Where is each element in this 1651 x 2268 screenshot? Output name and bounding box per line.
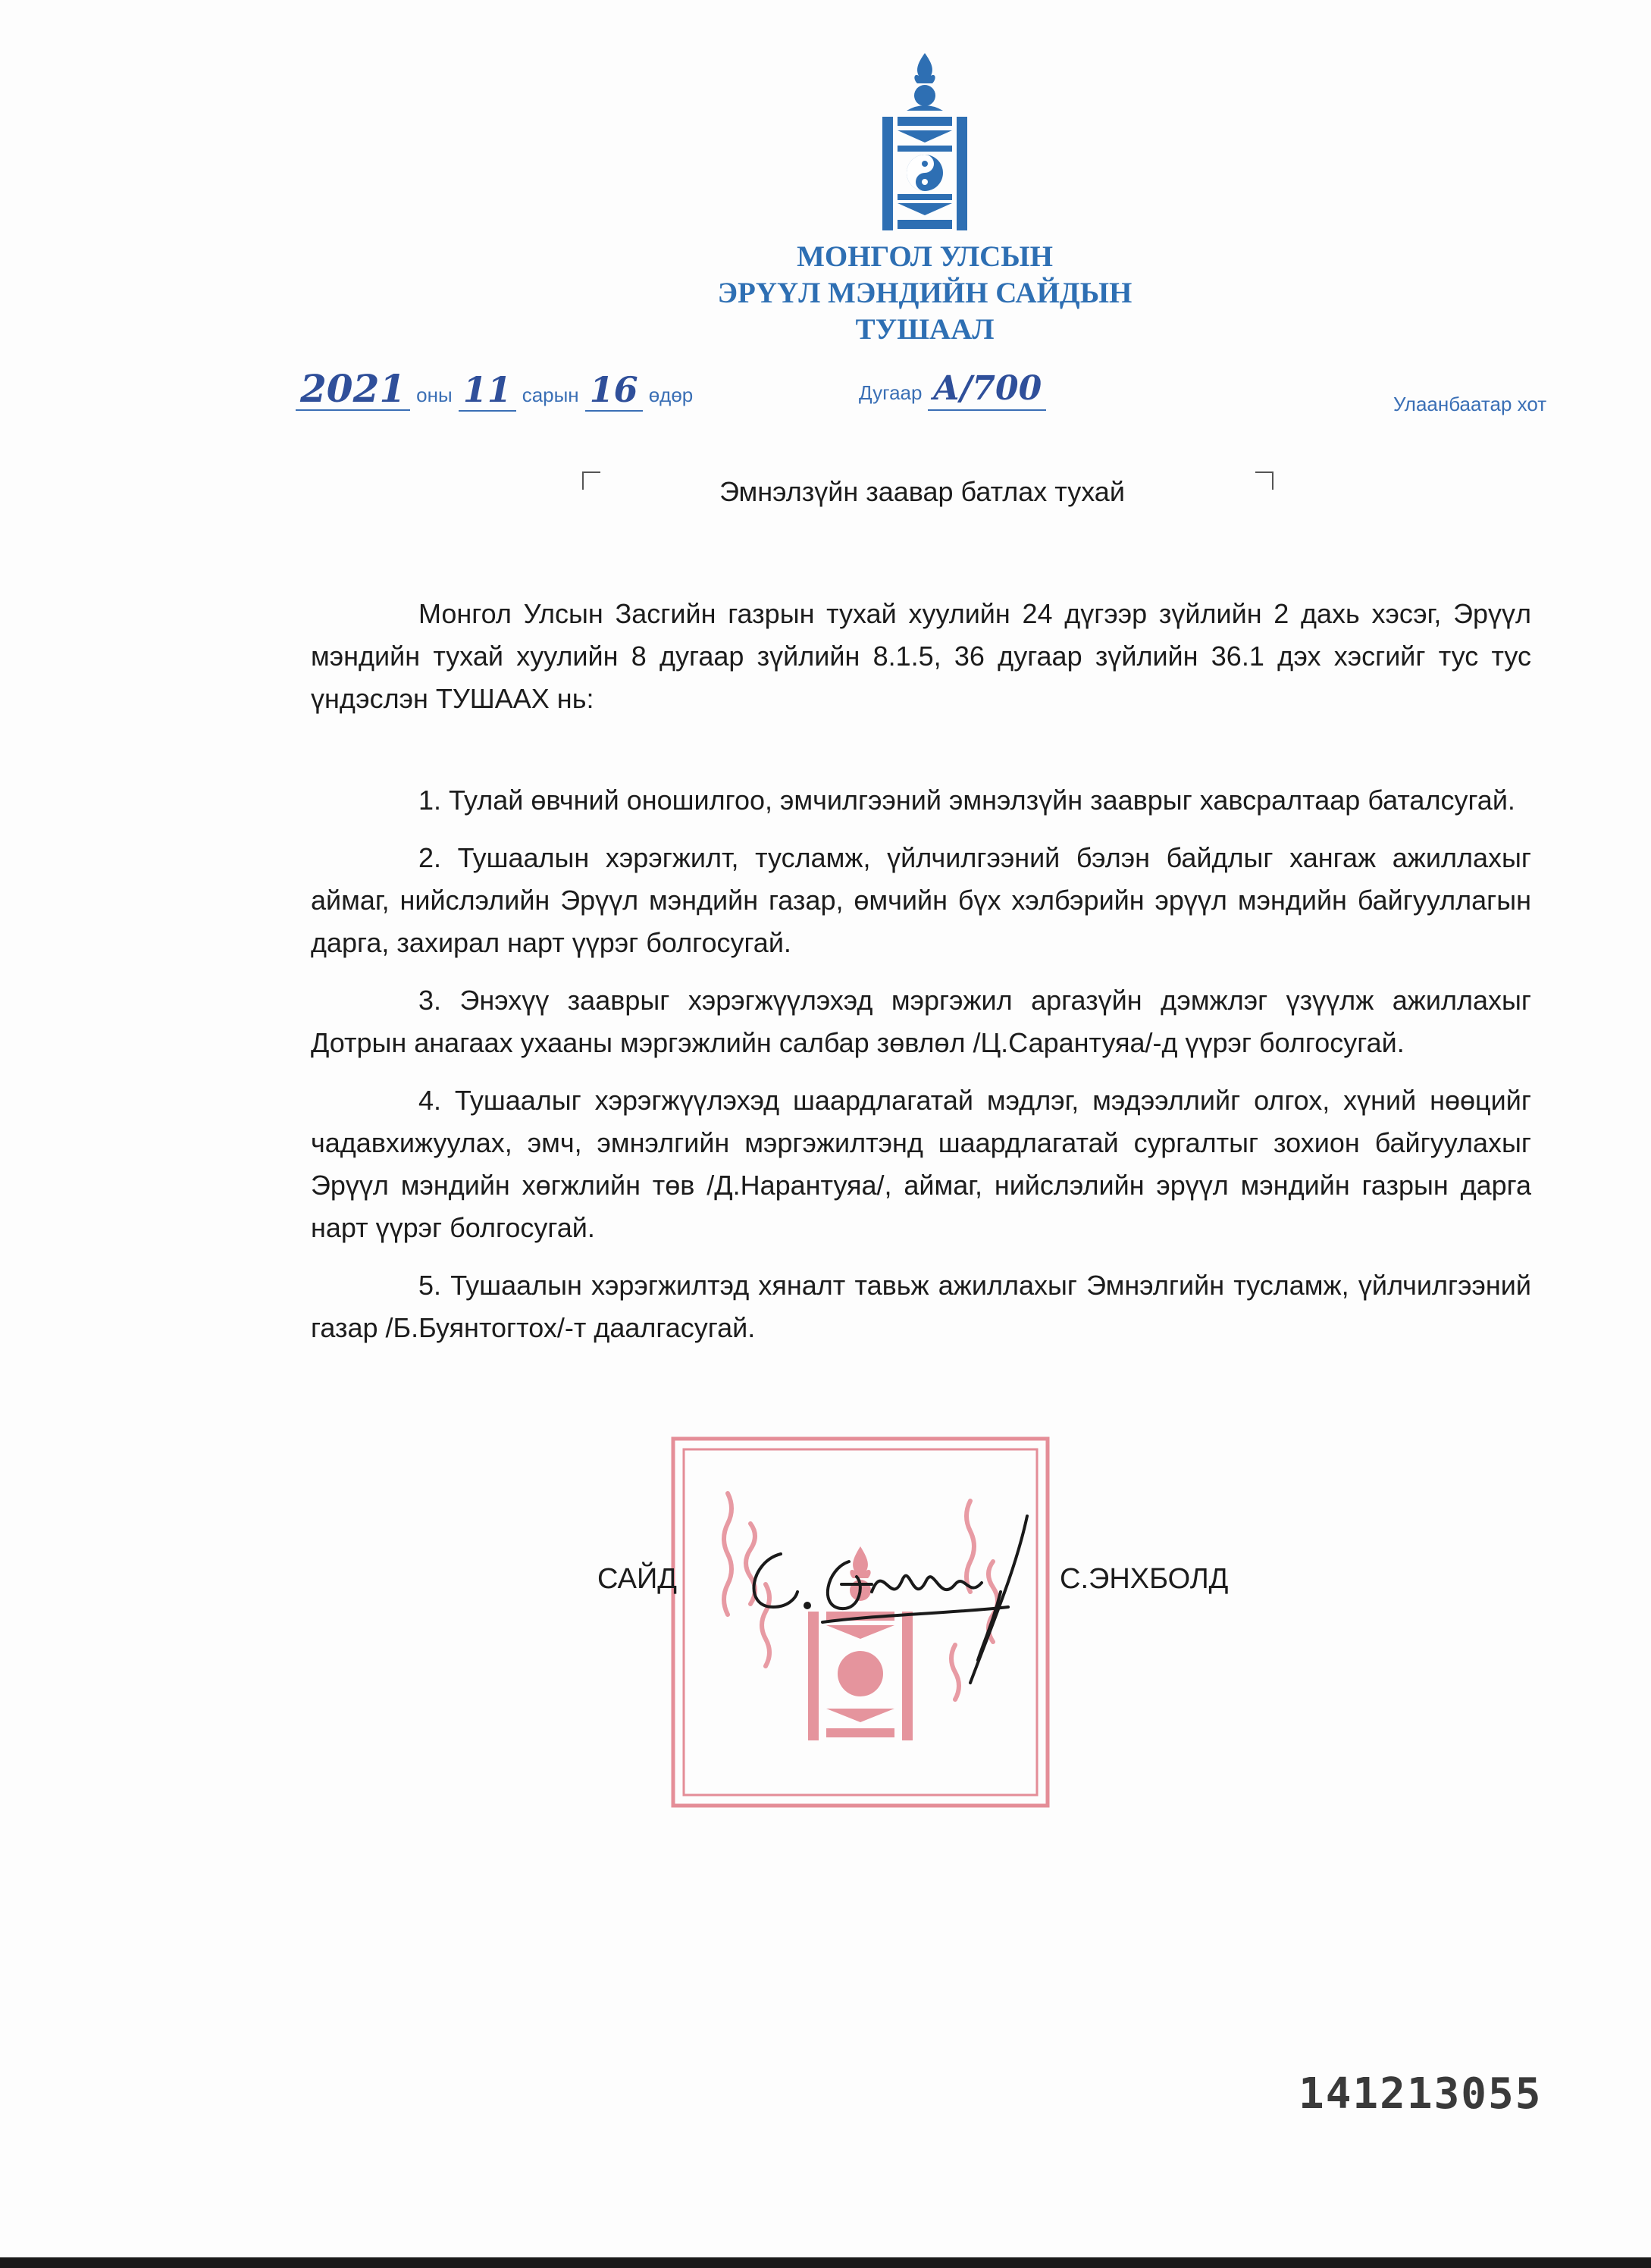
order-item: 4. Тушаалыг хэрэгжүүлэхэд шаардлагатай мэдлэг, мэдээллийг олгох, хүний нөөцийг чадавхижуулах, эмч, эмнэлгийн мэргэжилтэнд шаардлагатай сургалтыг зохион байгуулахыг Эрүүл мэндийн хөгжлийн төв /Д.Нарантуяа/, аймаг, нийслэлийн эрүүл мэндийн газрын дарга нарт үүрэг болгосугай.: [311, 1085, 1531, 1243]
order-item: 2. Тушаалын хэрэгжилт, тусламж, үйлчилгээний бэлэн байдлыг хангаж ажиллахыг аймаг, нийслэлийн Эрүүл мэндийн газар, өмчийн бүх хэлбэрийн эрүүл мэндийн байгууллагын дарга, захирал нарт үүрэг болгосугай.: [311, 842, 1531, 958]
number-label: Дугаар: [859, 381, 923, 404]
signatory-title: САЙД: [597, 1563, 678, 1595]
preamble-text: Монгол Улсын Засгийн газрын тухай хуулийн 24 дүгээр зүйлийн 2 дахь хэсэг, Эрүүл мэндийн тухай хуулийн 8 дугаар зүйлийн 8.1.5, 36 дугаар зүйлийн 36.1 дэх хэсгийг тус тус үндэслэн ТУШААХ нь:: [311, 598, 1531, 714]
month-label: сарын: [522, 384, 579, 406]
document-subject: Эмнэлзүйн заавар батлах тухай: [719, 476, 1125, 507]
order-item: 3. Энэхүү зааврыг хэрэгжүүлэхэд мэргэжил аргазүйн дэмжлэг үзүүлж ажиллахыг Дотрын анагаах ухааны мэргэжлийн салбар зөвлөл /Ц.Сарантуяа/-д үүрэг болгосугай.: [311, 985, 1531, 1058]
date-month: 11: [459, 369, 516, 412]
year-label: оны: [416, 384, 453, 406]
soyombo-emblem-icon: [879, 53, 970, 235]
order-item: 1. Тулай өвчний оношилгоо, эмчилгээний эмнэлзүйн зааврыг хавсралтаар баталсугай.: [418, 785, 1515, 816]
scan-edge-bar: [0, 2257, 1651, 2268]
date-day: 16: [585, 369, 643, 412]
signatory-name: С.ЭНХБОЛД: [1060, 1563, 1229, 1595]
date-field: [296, 368, 699, 412]
order-number: А/700: [928, 368, 1046, 411]
order-item: 5. Тушаалын хэрэгжилтэд хяналт тавьж ажиллахыг Эмнэлгийн тусламж, үйлчилгээний газар /Б.Буянтогтох/-т даалгасугай.: [311, 1270, 1531, 1343]
document-heading: [0, 239, 1651, 348]
order-number-field: [853, 368, 1046, 411]
day-label: өдөр: [648, 384, 694, 406]
city-label: Улаанбаатар хот: [1393, 393, 1547, 415]
heading-line-country: МОНГОЛ УЛСЫН: [797, 240, 1053, 273]
heading-line-order: ТУШААЛ: [855, 313, 995, 346]
order-items: [311, 779, 1531, 1364]
registration-number: 141213055: [1299, 2069, 1543, 2119]
preamble-paragraph: [311, 593, 1531, 720]
handwritten-signature-icon: [728, 1508, 1054, 1690]
heading-line-ministry: ЭРҮҮЛ МЭНДИЙН САЙДЫН: [717, 277, 1133, 309]
date-year: 2021: [296, 368, 410, 411]
